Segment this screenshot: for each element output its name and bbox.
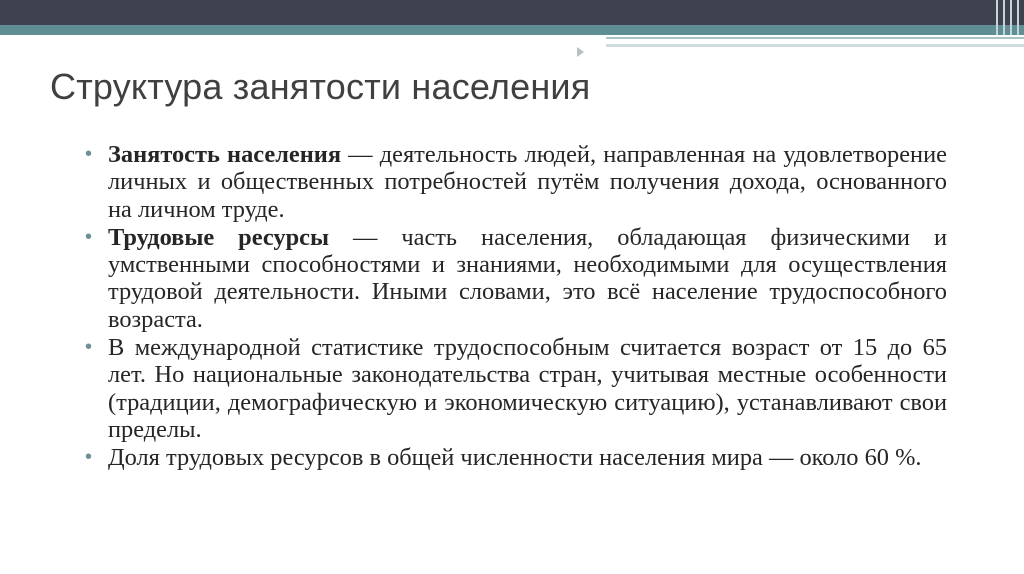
bullet-list [85, 141, 947, 473]
list-item [85, 224, 947, 333]
decorative-stripe [1003, 0, 1005, 35]
decorative-line [606, 37, 1024, 39]
bullet-icon: • [85, 446, 93, 469]
decorative-line [606, 44, 1024, 47]
item-text: — часть населения, обладающая физическими и умственными способностями и знаниями, необходимыми для осуществления трудовой деятельности. Иными словами, это всё население трудоспособного возраста. [108, 223, 947, 333]
item-text: В международной статистике трудоспособным считается возраст от 15 до 65 лет. Но национальные законодательства стран, учитывая местные особенности (традиции, демографическую и экономическую ситуацию), устанавливают свои пределы. [108, 334, 947, 443]
list-item [85, 444, 947, 471]
list-item [85, 334, 947, 443]
item-text: — деятельность людей, направленная на удовлетворение личных и общественных потребностей путём получения дохода, основанного на личном труде. [108, 141, 947, 223]
decorative-stripe [1017, 0, 1019, 35]
bullet-icon: • [85, 143, 93, 165]
slide-title: Структура занятости населения [50, 66, 591, 107]
bullet-icon: • [85, 225, 93, 248]
decorative-stripe [1010, 0, 1012, 35]
decorative-line [606, 40, 951, 41]
term: Трудовые ресурсы [108, 223, 330, 251]
list-item [85, 141, 947, 223]
top-decorative-bar [0, 0, 1024, 25]
decorative-stripe [996, 0, 998, 35]
item-text: Доля трудовых ресурсов в общей численности населения мира — около 60 %. [108, 444, 922, 472]
bullet-icon: • [85, 336, 93, 359]
teal-decorative-bar [0, 25, 1024, 35]
triangle-marker-icon [577, 47, 584, 57]
term: Занятость населения [108, 141, 342, 168]
